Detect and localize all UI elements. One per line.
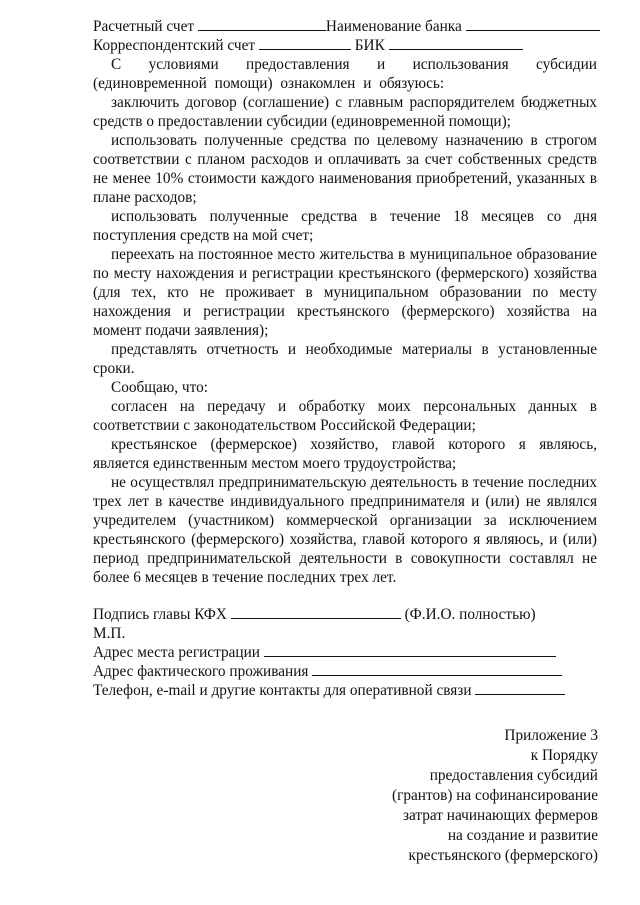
appendix-line: крестьянского (фермерского) — [408, 847, 598, 864]
statement-item: не осуществлял предпринимательскую деятельность в течение последних трех лет в качестве индивидуального предпринимателя и (или) не являлся учредителем (участником) коммерческой организации за исключением крестьянского (фермерского) хозяйства, главой которого я являюсь, и (или) период предпринимательской деятельности в совокупности составлял не более 6 месяцев в течение последних трех лет. — [93, 474, 597, 586]
settlement-account-label: Расчетный счет — [93, 18, 195, 35]
stamp-line — [93, 624, 597, 643]
appendix-line: к Порядку — [530, 747, 598, 764]
appendix-line: затрат начинающих фермеров — [402, 807, 598, 824]
report-intro: Сообщаю, что: — [111, 379, 209, 396]
actual-address-line — [93, 662, 597, 681]
full-name-hint: (Ф.И.О. полностью) — [404, 606, 536, 623]
correspondent-account-line — [93, 36, 597, 55]
statement-item: согласен на передачу и обработку моих персональных данных в соответствии с законодательством Российской Федерации; — [93, 398, 597, 434]
obligation-item: использовать полученные средства по целевому назначению в строгом соответствии с планом расходов и оплачивать за счет собственных средств не менее 10% стоимости каждого наименования приобретений, указанных в плане расходов; — [93, 132, 597, 206]
bik-label: БИК — [354, 37, 385, 54]
actual-address-field[interactable] — [312, 662, 562, 676]
actual-address-label: Адрес фактического проживания — [93, 663, 309, 680]
obligation-item: использовать полученные средства в течение 18 месяцев со дня поступления средств на мой счет; — [93, 208, 597, 244]
signature-field[interactable] — [231, 605, 401, 619]
stamp-label: М.П. — [93, 625, 126, 642]
bik-field[interactable] — [389, 36, 523, 50]
consent-intro: С условиями предоставления и использования субсидии (единовременной помощи) ознакомлен и обязуюсь: — [93, 56, 597, 92]
signature-label: Подпись главы КФХ — [93, 606, 227, 623]
appendix-line: предоставления субсидий — [429, 767, 598, 784]
contacts-label: Телефон, e-mail и другие контакты для оперативной связи — [93, 682, 472, 699]
obligation-item: переехать на постоянное место жительства в муниципальное образование по месту нахождения и регистрации крестьянского (фермерского) хозяйства (для тех, кто не проживает в муниципальном образовании по месту нахождения и регистрации крестьянского (фермерского) хозяйства на момент подачи заявления); — [93, 246, 597, 339]
registration-address-label: Адрес места регистрации — [93, 644, 260, 661]
appendix-header — [298, 726, 598, 866]
correspondent-account-label: Корреспондентский счет — [93, 37, 256, 54]
document-body — [93, 17, 597, 700]
obligation-item: представлять отчетность и необходимые материалы в установленные сроки. — [93, 341, 597, 377]
contacts-line — [93, 681, 597, 700]
appendix-line: Приложение 3 — [504, 727, 598, 744]
registration-address-field[interactable] — [264, 643, 556, 657]
registration-address-line — [93, 643, 597, 662]
settlement-account-field[interactable] — [198, 17, 326, 31]
signature-line — [93, 605, 597, 624]
bank-name-label: Наименование банка — [325, 18, 462, 35]
correspondent-account-field[interactable] — [259, 36, 351, 50]
appendix-line: (грантов) на софинансирование — [391, 787, 598, 804]
settlement-account-line — [93, 17, 597, 36]
bank-name-field[interactable] — [466, 17, 600, 31]
contacts-field[interactable] — [475, 681, 565, 695]
obligation-item: заключить договор (соглашение) с главным распорядителем бюджетных средств о предоставлении субсидии (единовременной помощи); — [93, 94, 597, 130]
statement-item: крестьянское (фермерское) хозяйство, главой которого я являюсь, является единственным местом моего трудоустройства; — [93, 436, 597, 472]
appendix-line: на создание и развитие — [447, 827, 598, 844]
